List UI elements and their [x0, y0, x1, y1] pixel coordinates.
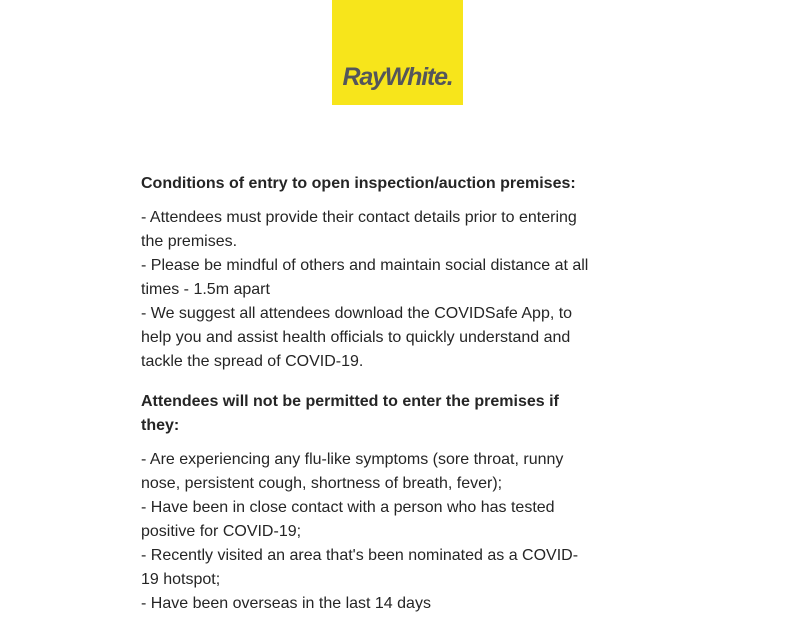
body-line: - Attendees must provide their contact details prior to entering — [141, 209, 577, 226]
heading-line: Attendees will not be permitted to enter the premises if — [141, 393, 559, 410]
notice-section-not-permitted — [141, 390, 681, 616]
body-line: help you and assist health officials to quickly understand and — [141, 329, 571, 346]
body-line: tackle the spread of COVID-19. — [141, 353, 364, 370]
body-line: - Recently visited an area that's been nominated as a COVID- — [141, 547, 579, 564]
body-line: the premises. — [141, 233, 238, 250]
conditions-body — [141, 206, 681, 374]
body-line: nose, persistent cough, shortness of breath, fever); — [141, 475, 503, 492]
not-permitted-body — [141, 448, 681, 616]
body-line: - Are experiencing any flu-like symptoms (sore throat, runny — [141, 451, 564, 468]
heading-line: Conditions of entry to open inspection/auction premises: — [141, 175, 576, 192]
body-line: - Have been overseas in the last 14 days — [141, 595, 431, 612]
conditions-heading — [141, 172, 681, 196]
body-line: positive for COVID-19; — [141, 523, 302, 540]
notice-section-conditions — [141, 172, 681, 374]
not-permitted-heading — [141, 390, 681, 438]
raywhite-logo — [332, 0, 463, 105]
body-line: times - 1.5m apart — [141, 281, 270, 298]
raywhite-logo-text: RayWhite. — [342, 63, 453, 91]
body-line: - Please be mindful of others and maintain social distance at all — [141, 257, 589, 274]
body-line: 19 hotspot; — [141, 571, 221, 588]
body-line: - We suggest all attendees download the COVIDSafe App, to — [141, 305, 573, 322]
notice-content — [141, 172, 681, 632]
body-line: - Have been in close contact with a person who has tested — [141, 499, 555, 516]
heading-line: they: — [141, 417, 180, 434]
